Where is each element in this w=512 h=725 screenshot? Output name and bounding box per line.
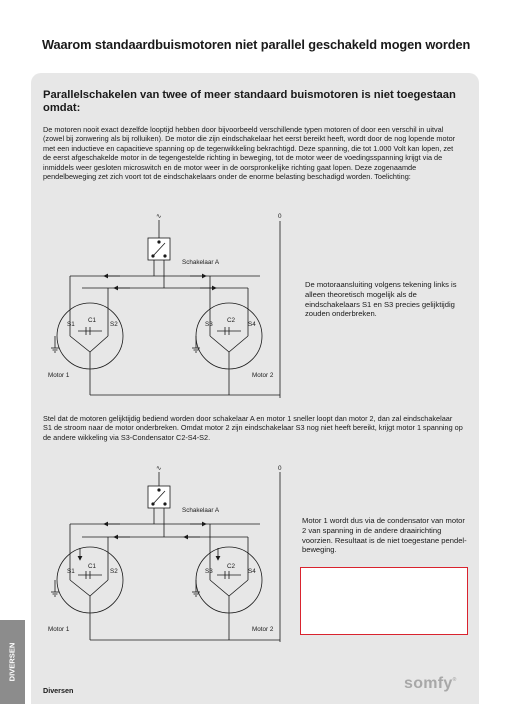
note-result: Motor 1 wordt dus via de condensator van motor 2 van spanning in de andere draairichting voorzien. Resultaat is de niet toegestane pendel-beweging. — [302, 516, 467, 555]
brand-mark: ® — [452, 677, 457, 683]
neutral-symbol-2: 0 — [278, 465, 282, 472]
c2-label: C2 — [227, 317, 236, 324]
brand-name: somfy — [404, 675, 453, 692]
switch-label-1: Schakelaar A — [182, 259, 220, 266]
footer-section-label: Diversen — [43, 686, 74, 695]
s2-label: S2 — [110, 321, 118, 328]
phase-symbol-2: ∿ — [156, 465, 162, 472]
c1-label: C1 — [88, 317, 97, 324]
motor-2-label: Motor 2 — [252, 372, 274, 379]
intro-paragraph: De motoren nooit exact dezelfde looptijd hebben door bijvoorbeeld verschillende typen motoren of door een verschil in uitval (zowel bij zonwering als bij rolluiken). De motor die zijn eindschakelaar het eerst bereikt heeft, wordt door de nog lopende motor met een inductieve en capacitieve spanning op de tegenwikkeling bekrachtigd. Deze spanning, die tot 1.000 Volt kan lopen, zet de eerst afgeschakelde motor in de tegengestelde richting in beweging, tot de motor weer de voedingsspanning krijgt via de inmiddels weer gesloten microswitch en de motor weer in de oorspronkelijke richting gaat lopen. Deze zogenaamde pendelbeweging zet zich voort tot de eindschakelaars onder de enorme belasting beschadigd worden. Toelichting: — [43, 125, 456, 182]
s3-label-2: S3 — [205, 568, 213, 575]
brand-logo — [404, 675, 457, 693]
neutral-symbol-1: 0 — [278, 213, 282, 220]
section-heading: Parallelschakelen van twee of meer standaard buismotoren is niet toegestaan omdat: — [43, 89, 456, 114]
note-theoretical: De motoraansluiting volgens tekening links is alleen theoretisch mogelijk als de eindschakelaars S1 en S3 precies gelijktijdig zouden onderbreken. — [305, 280, 457, 319]
phase-symbol-1: ∿ — [156, 213, 162, 220]
s2-label-2: S2 — [110, 568, 118, 575]
motor-1-label-2: Motor 1 — [48, 626, 70, 633]
motor-1-label: Motor 1 — [48, 372, 70, 379]
s4-label-2: S4 — [248, 568, 256, 575]
c2-label-2: C2 — [227, 563, 236, 570]
s1-label: S1 — [67, 321, 75, 328]
side-tab-label: DIVERSEN — [7, 642, 17, 682]
page-title: Waarom standaardbuismotoren niet parallel geschakeld mogen worden — [42, 37, 471, 52]
switch-label-2: Schakelaar A — [182, 507, 220, 514]
c1-label-2: C1 — [88, 563, 97, 570]
s4-label: S4 — [248, 321, 256, 328]
warning-box — [300, 567, 468, 635]
s3-label: S3 — [205, 321, 213, 328]
condition-paragraph: Stel dat de motoren gelijktijdig bediend worden door schakelaar A en motor 1 sneller loopt dan motor 2, dan zal eindschakelaar S1 de stroom naar de motor onderbreken. Omdat motor 2 zijn eindschakelaar S3 nog niet heeft bereikt, krijgt motor 1 spanning op de andere wikkeling via S3-Condensator C2-S4-S2. — [43, 414, 463, 442]
s1-label-2: S1 — [67, 568, 75, 575]
motor-2-label-2: Motor 2 — [252, 626, 274, 633]
